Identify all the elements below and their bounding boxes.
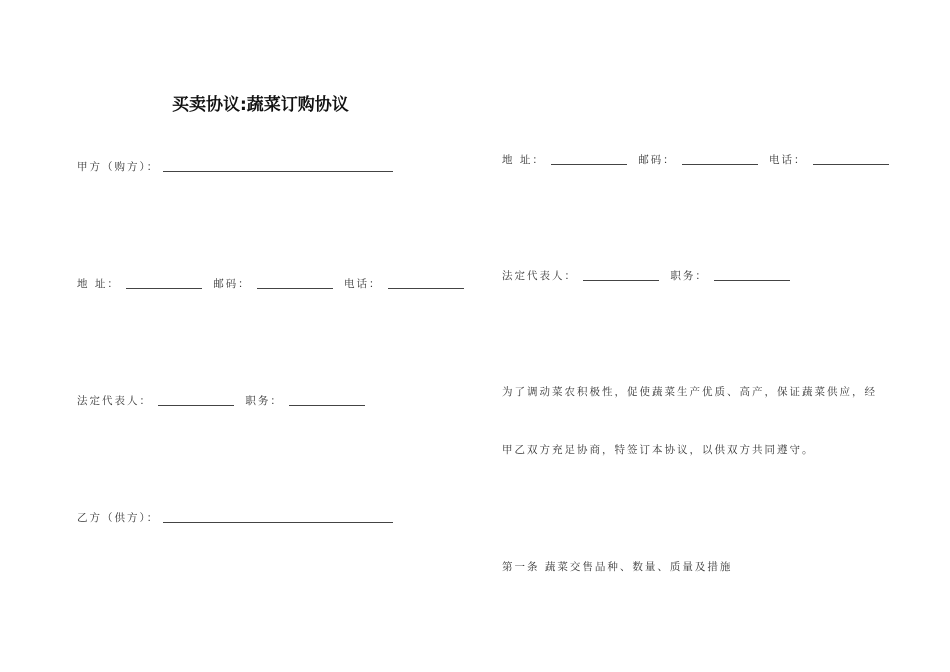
legal-rep-label: 法定代表人：: [502, 270, 577, 282]
party-a-blank[interactable]: [163, 159, 393, 172]
party-a-address-row: [77, 276, 470, 291]
phone-blank[interactable]: [388, 276, 464, 289]
postcode-label: 邮码：: [638, 154, 676, 166]
party-a-label: 甲方（购方）：: [77, 161, 160, 173]
article-1-heading: 第一条 蔬菜交售品种、数量、质量及措施: [502, 561, 733, 573]
party-a-row: [77, 159, 399, 174]
postcode-blank[interactable]: [257, 276, 333, 289]
position-label: 职务：: [245, 395, 283, 407]
preamble-line-2: 甲乙双方充足协商，特签订本协议，以供双方共同遵守。: [502, 444, 815, 456]
party-b-row: [77, 510, 399, 525]
party-b-legal-row: [502, 268, 796, 283]
party-b-label: 乙方（供方）：: [77, 512, 160, 524]
party-b-blank[interactable]: [163, 510, 393, 523]
phone-blank[interactable]: [813, 152, 889, 165]
position-blank[interactable]: [714, 268, 790, 281]
position-label: 职务：: [670, 270, 708, 282]
legal-rep-blank[interactable]: [158, 393, 234, 406]
address-label: 地 址：: [77, 278, 120, 290]
position-blank[interactable]: [289, 393, 365, 406]
postcode-label: 邮码：: [213, 278, 251, 290]
address-label: 地 址：: [502, 154, 545, 166]
legal-rep-blank[interactable]: [583, 268, 659, 281]
preamble-line-1: 为了调动菜农积极性，促使蔬菜生产优质、高产，保证蔬菜供应，经: [502, 386, 877, 398]
address-blank[interactable]: [126, 276, 202, 289]
address-blank[interactable]: [551, 152, 627, 165]
phone-label: 电话：: [769, 154, 807, 166]
document-title: 买卖协议:蔬菜订购协议: [172, 95, 349, 115]
legal-rep-label: 法定代表人：: [77, 395, 152, 407]
party-b-address-row: [502, 152, 895, 167]
phone-label: 电话：: [344, 278, 382, 290]
postcode-blank[interactable]: [682, 152, 758, 165]
party-a-legal-row: [77, 393, 371, 408]
